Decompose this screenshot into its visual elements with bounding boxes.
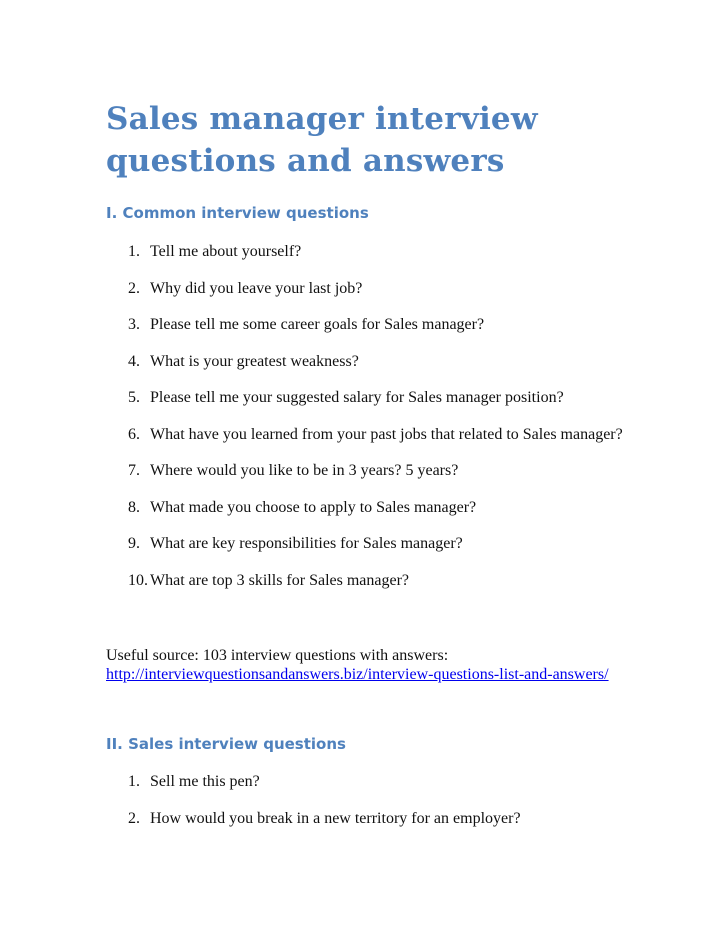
list-item-text: Tell me about yourself? [150,243,302,260]
list-item [106,315,626,334]
list-item-number: 1. [128,243,140,260]
list-item-number: 1. [128,773,140,790]
list-item-text: Sell me this pen? [150,773,260,790]
list-item-text: Why did you leave your last job? [150,279,363,297]
list-item [106,534,626,553]
list-item-text: Where would you like to be in 3 years? 5 years? [150,462,459,479]
list-item [106,279,626,298]
list-item-text: What have you learned from your past jobs that related to Sales manager? [150,425,623,443]
list-item-text: Please tell me your suggested salary for Sales manager position? [150,389,564,406]
list-item-text: What are key responsibilities for Sales manager? [150,535,463,552]
list-item-number: 6. [128,425,140,443]
list-item-number: 9. [128,535,140,552]
list-item-text: What is your greatest weakness? [150,352,359,370]
list-item-text: What are top 3 skills for Sales manager? [150,571,410,589]
useful-source-link[interactable]: http://interviewquestionsandanswers.biz/interview-questions-list-and-answers/ [106,666,609,683]
list-item-text: What made you choose to apply to Sales manager? [150,498,477,516]
useful-source-label: Useful source: 103 interview questions with answers: [106,647,449,664]
list-item-text: Please tell me some career goals for Sales manager? [150,316,485,333]
list-item-number: 7. [128,462,140,479]
list-item [106,425,626,444]
list-item-number: 8. [128,498,140,516]
list-item-number: 10. [128,571,148,589]
list-item-number: 3. [128,316,140,333]
list-item [106,388,626,407]
section-heading-sales: II. Sales interview questions [106,735,346,753]
common-questions-list [106,242,626,607]
list-item [106,352,626,371]
list-item-number: 5. [128,389,140,406]
sales-questions-list [106,772,626,845]
list-item [106,498,626,517]
list-item-text: How would you break in a new territory for an employer? [150,809,521,827]
useful-source [106,646,626,684]
list-item-number: 2. [128,279,140,297]
list-item [106,772,626,791]
list-item [106,809,626,828]
section-heading-common: I. Common interview questions [106,204,369,222]
list-item [106,242,626,261]
list-item [106,571,626,590]
list-item [106,461,626,480]
page-title: Sales manager interview questions and answers [106,101,538,179]
list-item-number: 4. [128,352,140,370]
list-item-number: 2. [128,809,140,827]
